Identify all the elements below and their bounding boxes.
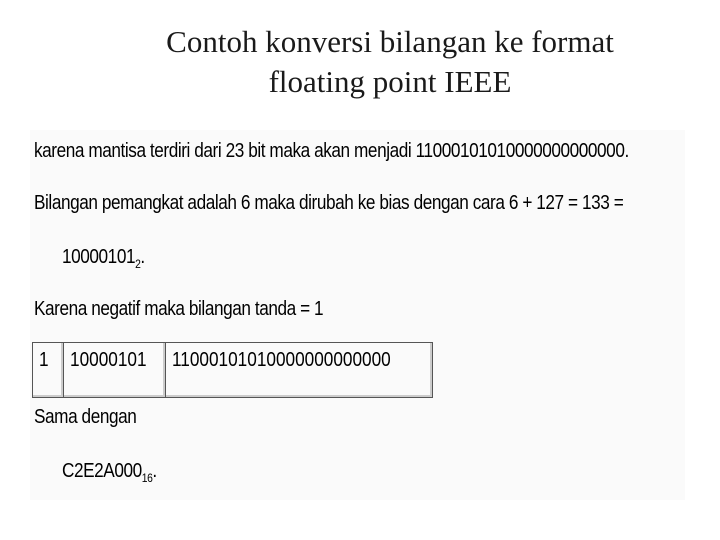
ieee-bit-table — [32, 342, 433, 398]
slide-content-image — [30, 130, 685, 500]
hex-result-value — [62, 460, 157, 485]
exponent-bits-cell — [64, 343, 166, 398]
exponent-binary-suffix: . — [140, 246, 145, 268]
table-row — [33, 343, 433, 398]
sign-bit-value: 1 — [39, 349, 49, 371]
equals-text: Sama dengan — [34, 406, 137, 428]
exponent-binary-base: 2 — [135, 257, 141, 271]
sign-text: Karena negatif maka bilangan tanda = 1 — [34, 298, 324, 320]
slide-title — [60, 22, 720, 102]
mantissa-bits-value: 11000101010000000000000 — [171, 349, 391, 371]
slide-title-line-1: Contoh konversi bilangan ke format — [166, 24, 614, 59]
hex-result-base: 16 — [141, 471, 153, 485]
exponent-bias-text: Bilangan pemangkat adalah 6 maka dirubah ke bias dengan cara 6 + 127 = 133 = — [34, 192, 624, 214]
exponent-binary-digits: 10000101 — [62, 246, 136, 268]
exponent-binary-value — [62, 246, 145, 271]
slide-title-line-2: floating point IEEE — [268, 64, 512, 99]
hex-result-suffix: . — [152, 460, 157, 482]
sign-bit-cell — [33, 343, 64, 398]
hex-result-digits: C2E2A000 — [62, 460, 142, 482]
mantissa-text: karena mantisa terdiri dari 23 bit maka akan menjadi 11000101010000000000000. — [34, 140, 629, 162]
exponent-bits-value: 10000101 — [70, 349, 147, 371]
mantissa-bits-cell — [165, 343, 432, 398]
